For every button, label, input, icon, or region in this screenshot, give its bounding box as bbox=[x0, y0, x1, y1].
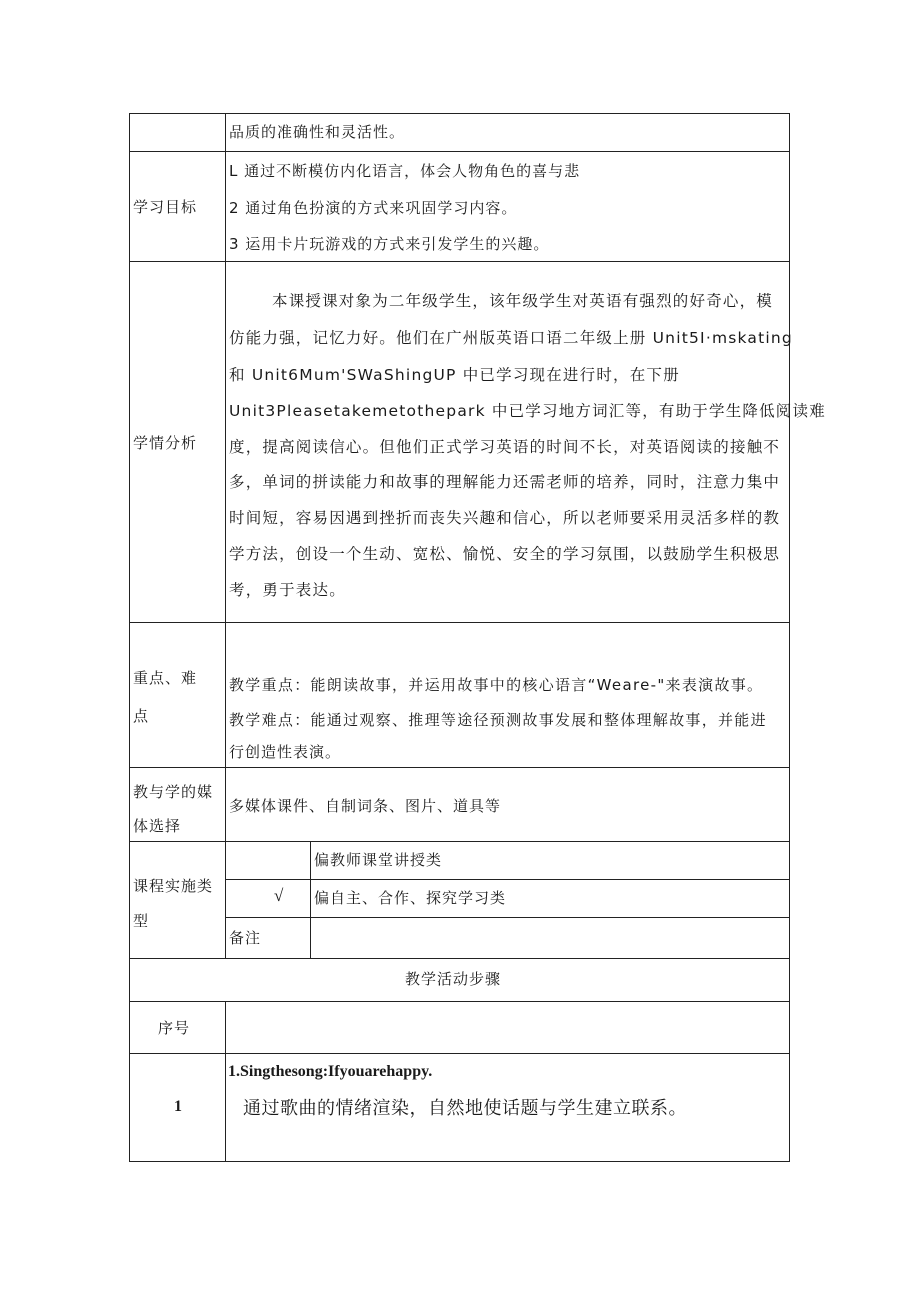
objective-item: 2 通过角色扮演的方式来巩固学习内容。 bbox=[229, 199, 518, 217]
analysis-line: 时间短，容易因遇到挫折而丧失兴趣和信心，所以老师要采用灵活多样的教 bbox=[229, 509, 781, 527]
teaching-focus: 教学重点：能朗读故事，并运用故事中的核心语言“Weare-"来表演故事。 bbox=[229, 676, 764, 694]
key-points-label-cont: 点 bbox=[133, 707, 150, 725]
media-label-cont: 体选择 bbox=[133, 817, 182, 835]
analysis-line: 学方法，创设一个生动、宽松、愉悦、安全的学习氛围，以鼓励学生积极思 bbox=[229, 545, 781, 563]
steps-title: 教学活动步骤 bbox=[405, 970, 502, 988]
course-type-label: 课程实施类 bbox=[133, 877, 214, 895]
analysis-line: 多，单词的拼读能力和故事的理解能力还需老师的培养，同时，注意力集中 bbox=[229, 473, 781, 491]
checkmark-icon: √ bbox=[274, 886, 284, 905]
analysis-label: 学情分析 bbox=[133, 434, 198, 452]
analysis-line: 考，勇于表达。 bbox=[229, 581, 346, 599]
objectives-label: 学习目标 bbox=[133, 198, 198, 216]
analysis-line: Unit3Pleasetakemetothepark 中已学习地方词汇等，有助于学生降低阅读难 bbox=[229, 402, 826, 420]
course-option-text: 偏教师课堂讲授类 bbox=[314, 851, 443, 869]
continuation-text: 品质的准确性和灵活性。 bbox=[229, 123, 406, 141]
analysis-line: 度，提高阅读信心。但他们正式学习英语的时间不长，对英语阅读的接触不 bbox=[229, 438, 781, 456]
key-points-label: 重点、难 bbox=[133, 669, 198, 687]
media-label: 教与学的媒 bbox=[133, 783, 214, 801]
remark-label: 备注 bbox=[229, 929, 262, 947]
objective-item: 3 运用卡片玩游戏的方式来引发学生的兴趣。 bbox=[229, 235, 550, 253]
step-heading: 1.Singthesong:Ifyouarehappy. bbox=[228, 1063, 433, 1080]
analysis-line: 仿能力强，记忆力好。他们在广州版英语口语二年级上册 Unit5I·mskating bbox=[229, 329, 793, 347]
teaching-difficulty: 教学难点：能通过观察、推理等途径预测故事发展和整体理解故事，并能进 bbox=[229, 711, 767, 729]
seq-label: 序号 bbox=[158, 1019, 191, 1037]
objective-item: L 通过不断模仿内化语言，体会人物角色的喜与悲 bbox=[229, 162, 581, 180]
step-description: 通过歌曲的情绪渲染，自然地使话题与学生建立联系。 bbox=[243, 1098, 687, 1118]
course-type-label-cont: 型 bbox=[133, 912, 150, 930]
step-number: 1 bbox=[174, 1098, 182, 1115]
course-option-text: 偏自主、合作、探究学习类 bbox=[314, 889, 507, 907]
media-value: 多媒体课件、自制词条、图片、道具等 bbox=[229, 797, 502, 815]
teaching-difficulty-cont: 行创造性表演。 bbox=[229, 743, 342, 761]
analysis-line: 和 Unit6Mum'SWaShingUP 中已学习现在进行时，在下册 bbox=[229, 366, 680, 384]
analysis-line: 本课授课对象为二年级学生，该年级学生对英语有强烈的好奇心，模 bbox=[272, 292, 774, 310]
